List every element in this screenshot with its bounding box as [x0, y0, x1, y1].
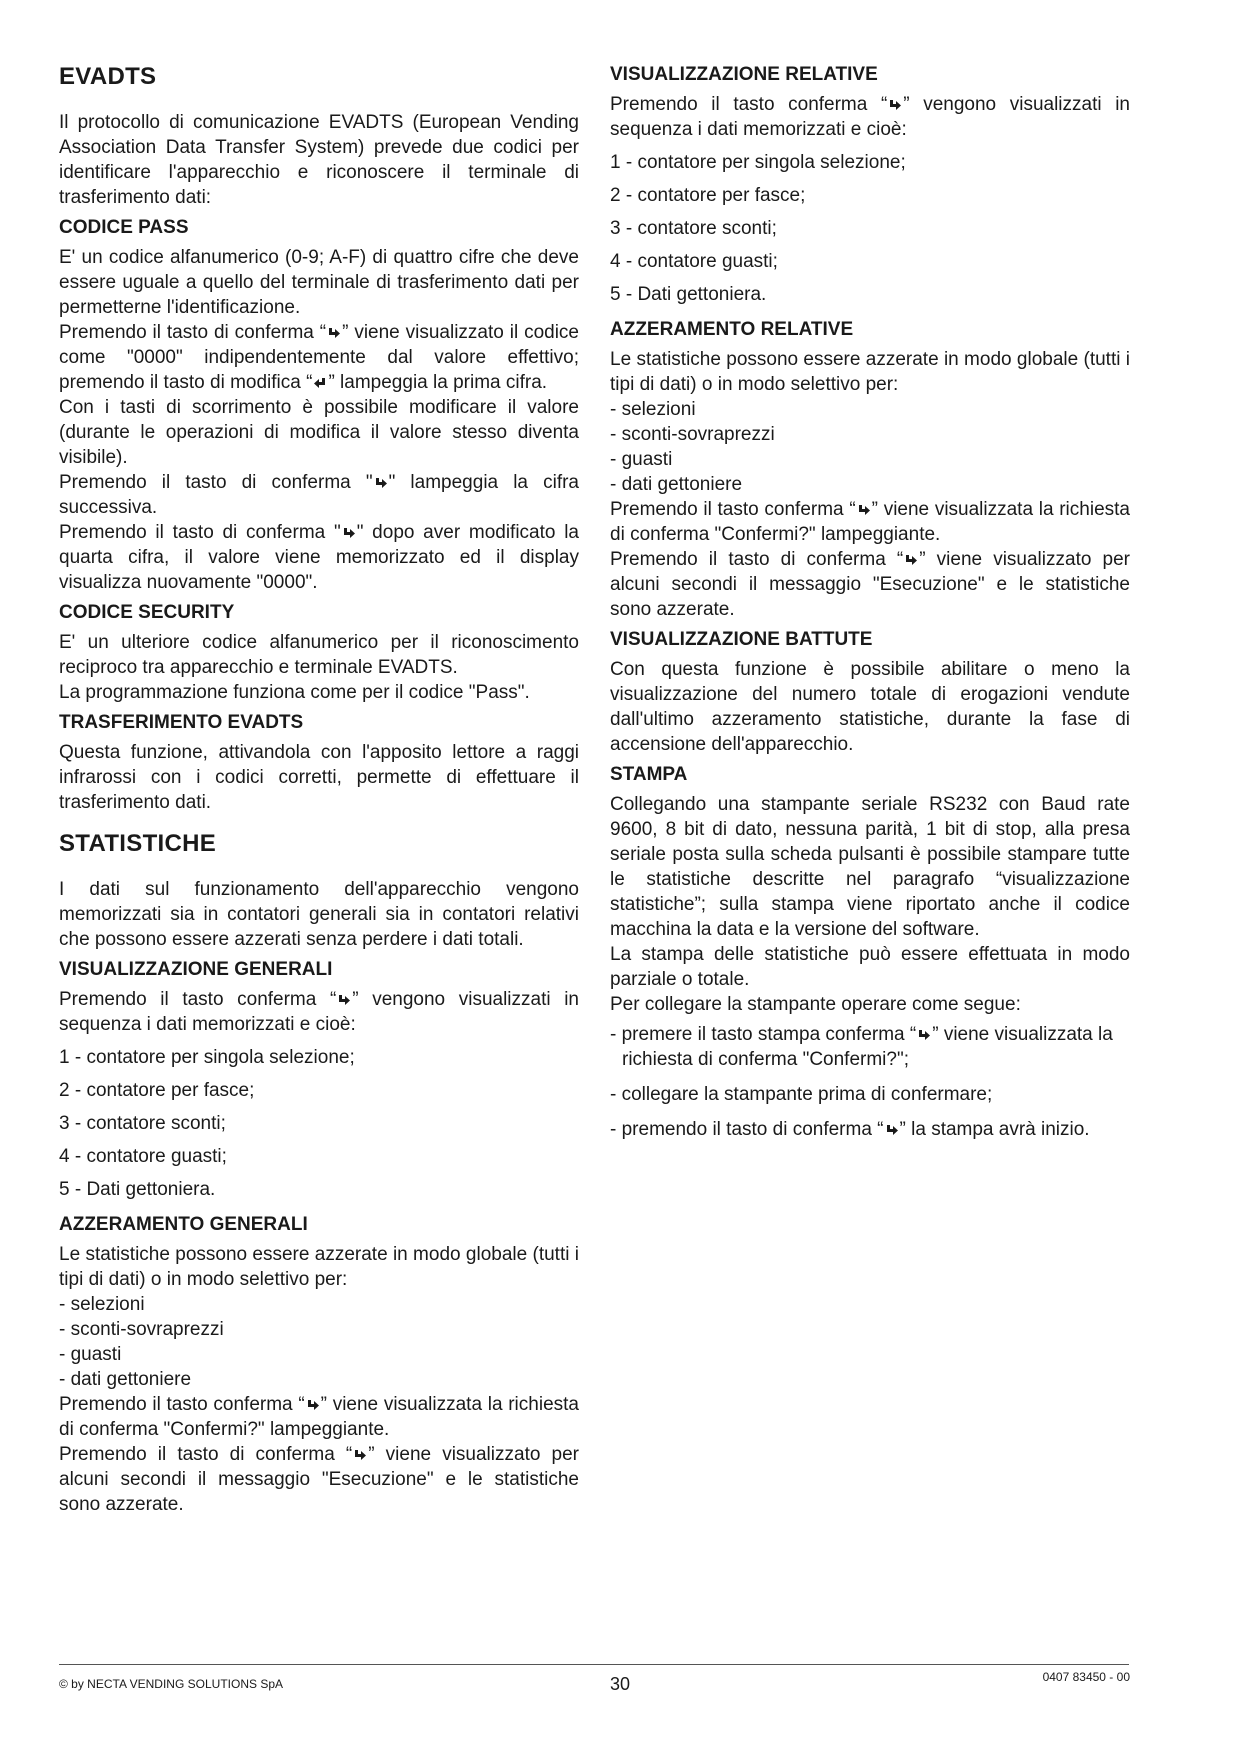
- list-item: 1 - contatore per singola selezione;: [59, 1047, 355, 1068]
- list-item: - selezioni: [610, 399, 696, 420]
- stats-intro: I dati sul funzionamento dell'apparecchio vengono memorizzati sia in contatori generali sia in contatori relativi che possono essere azzerati senza perdere i dati totali.: [59, 879, 579, 950]
- list-item: 2 - contatore per fasce;: [59, 1080, 255, 1101]
- pass-paragraph-1: E' un codice alfanumerico (0-9; A-F) di quattro cifre che deve essere uguale a quello del terminale di trasferimento dati per permetterne l'identificazione.: [59, 247, 579, 318]
- heading-stampa: STAMPA: [610, 764, 688, 785]
- footer-copyright: © by NECTA VENDING SOLUTIONS SpA: [59, 1677, 284, 1691]
- stampa-step-1: - premere il tasto stampa conferma “ ” viene visualizzata la richiesta di conferma "Confermi?";: [610, 1024, 1113, 1070]
- evadts-intro: Il protocollo di comunicazione EVADTS (European Vending Association Data Transfer System) prevede due codici per identificare l'apparecchio e riconoscere il terminale di trasferimento dati:: [59, 112, 579, 208]
- list-item: 5 - Dati gettoniera.: [610, 284, 767, 305]
- security-paragraph-1: E' un ulteriore codice alfanumerico per il riconoscimento reciproco tra apparecchio e terminale EVADTS.: [59, 632, 579, 678]
- list-item: 1 - contatore per singola selezione;: [610, 152, 906, 173]
- list-item: 5 - Dati gettoniera.: [59, 1179, 216, 1200]
- section-title-evadts: EVADTS: [59, 63, 157, 90]
- confirm-key-icon: [306, 1398, 320, 1412]
- confirm-key-icon: [337, 993, 351, 1007]
- pass-paragraph-3: Con i tasti di scorrimento è possibile modificare il valore (durante le operazioni di modifica il valore stesso diventa visibile).: [59, 397, 579, 468]
- list-item: - dati gettoniere: [59, 1369, 192, 1390]
- confirm-key-icon: [374, 476, 388, 490]
- list-item: 4 - contatore guasti;: [59, 1146, 227, 1167]
- confirm-key-icon: [353, 1448, 367, 1462]
- list-item: 4 - contatore guasti;: [610, 251, 778, 272]
- confirm-key-icon: [327, 326, 341, 340]
- modify-key-icon: [313, 376, 327, 390]
- stampa-step-2: - collegare la stampante prima di confermare;: [610, 1084, 993, 1105]
- list-item: - guasti: [610, 449, 673, 470]
- left-column: [59, 62, 579, 1517]
- right-column: [610, 62, 1130, 1142]
- az-gen-paragraph-1: Le statistiche possono essere azzerate in modo globale (tutti i tipi di dati) o in modo selettivo per:: [59, 1244, 579, 1290]
- confirm-key-icon: [917, 1028, 931, 1042]
- heading-trasferimento-evadts: TRASFERIMENTO EVADTS: [59, 712, 304, 733]
- list-item: - sconti-sovraprezzi: [59, 1319, 224, 1340]
- confirm-key-icon: [885, 1123, 899, 1137]
- list-item: - sconti-sovraprezzi: [610, 424, 775, 445]
- list-item: - guasti: [59, 1344, 122, 1365]
- confirm-key-icon: [342, 526, 356, 540]
- list-item: 2 - contatore per fasce;: [610, 185, 806, 206]
- heading-visualizzazione-generali: VISUALIZZAZIONE GENERALI: [59, 959, 333, 980]
- pass-paragraph-4: Premendo il tasto di conferma " " lampeggia la cifra successiva.: [59, 472, 579, 518]
- az-gen-paragraph-2: Premendo il tasto conferma “ ” viene visualizzata la richiesta di conferma "Confermi?" lampeggiante.: [59, 1394, 579, 1440]
- az-rel-paragraph-1: Le statistiche possono essere azzerate in modo globale (tutti i tipi di dati) o in modo selettivo per:: [610, 349, 1130, 395]
- stampa-step-3: - premendo il tasto di conferma “ ” la stampa avrà inizio.: [610, 1119, 1090, 1140]
- pass-paragraph-2: Premendo il tasto di conferma “ ” viene visualizzato il codice come "0000" indipendentemente dal valore effettivo; premendo il tasto di modifica “ ” lampeggia la prima cifra.: [59, 322, 579, 393]
- stampa-paragraph-1: Collegando una stampante seriale RS232 con Baud rate 9600, 8 bit di dato, nessuna parità, 1 bit di stop, alla presa seriale posta sulla scheda pulsanti è possibile stampare tutte le statistiche descritte nel paragrafo “visualizzazione statistiche”; sulla stampa viene riportato anche il codice macchina la data e la versione del software.: [610, 794, 1130, 940]
- heading-visualizzazione-battute: VISUALIZZAZIONE BATTUTE: [610, 629, 873, 650]
- section-title-statistiche: STATISTICHE: [59, 830, 217, 857]
- vis-gen-paragraph: Premendo il tasto conferma “ ” vengono visualizzati in sequenza i dati memorizzati e cioè:: [59, 989, 579, 1035]
- stampa-paragraph-3: Per collegare la stampante operare come segue:: [610, 994, 1021, 1015]
- security-paragraph-2: La programmazione funziona come per il codice "Pass".: [59, 682, 530, 703]
- list-item: - selezioni: [59, 1294, 145, 1315]
- heading-codice-pass: CODICE PASS: [59, 217, 189, 238]
- az-rel-paragraph-3: Premendo il tasto di conferma “ ” viene visualizzato per alcuni secondi il messaggio "Esecuzione" e le statistiche sono azzerate.: [610, 549, 1130, 620]
- az-rel-paragraph-2: Premendo il tasto conferma “ ” viene visualizzata la richiesta di conferma "Confermi?" lampeggiante.: [610, 499, 1130, 545]
- az-gen-paragraph-3: Premendo il tasto di conferma “ ” viene visualizzato per alcuni secondi il messaggio "Esecuzione" e le statistiche sono azzerate.: [59, 1444, 579, 1515]
- footer-doc-code: 0407 83450 - 00: [1042, 1670, 1130, 1684]
- pass-paragraph-5: Premendo il tasto di conferma " " dopo aver modificato la quarta cifra, il valore viene memorizzato ed il display visualizza nuovamente "0000".: [59, 522, 579, 593]
- confirm-key-icon: [904, 553, 918, 567]
- page-number: 30: [609, 1674, 631, 1694]
- list-item: 3 - contatore sconti;: [610, 218, 777, 239]
- heading-azzeramento-generali: AZZERAMENTO GENERALI: [59, 1214, 308, 1235]
- list-item: 3 - contatore sconti;: [59, 1113, 226, 1134]
- heading-azzeramento-relative: AZZERAMENTO RELATIVE: [610, 319, 854, 340]
- stampa-paragraph-2: La stampa delle statistiche può essere effettuata in modo parziale o totale.: [610, 944, 1130, 990]
- battute-paragraph: Con questa funzione è possibile abilitare o meno la visualizzazione del numero totale di erogazioni vendute dall'ultimo azzeramento statistiche, durante la fase di accensione dell'apparecchio.: [610, 659, 1130, 755]
- transfer-paragraph: Questa funzione, attivandola con l'apposito lettore a raggi infrarossi con i codici corretti, permette di effettuare il trasferimento dati.: [59, 742, 579, 813]
- confirm-key-icon: [888, 98, 902, 112]
- list-item: - dati gettoniere: [610, 474, 743, 495]
- footer-divider: [59, 1664, 1129, 1665]
- heading-visualizzazione-relative: VISUALIZZAZIONE RELATIVE: [610, 64, 878, 85]
- heading-codice-security: CODICE SECURITY: [59, 602, 235, 623]
- vis-rel-paragraph: Premendo il tasto conferma “ ” vengono visualizzati in sequenza i dati memorizzati e cioè:: [610, 94, 1130, 140]
- confirm-key-icon: [857, 503, 871, 517]
